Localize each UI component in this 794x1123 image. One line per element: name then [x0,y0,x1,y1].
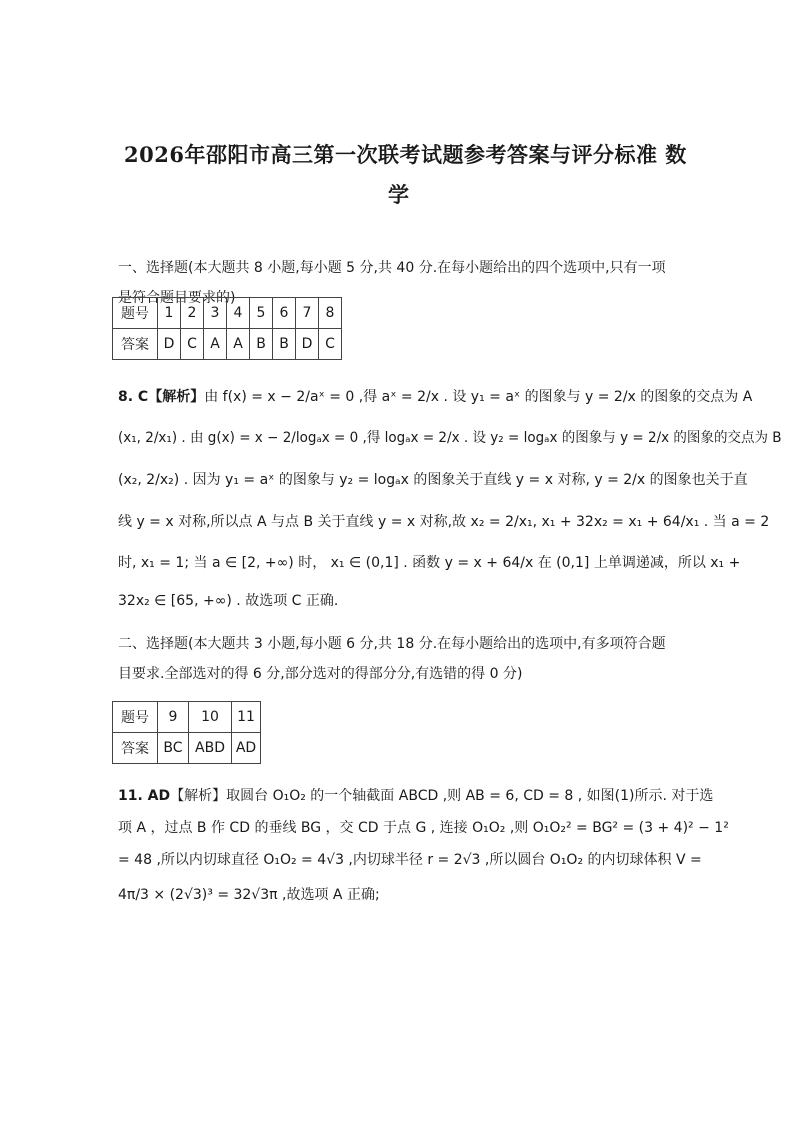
table-cell: D [158,329,181,360]
q11-line-3: = 48 ,所以内切球直径 O₁O₂ = 4√3 ,内切球半径 r = 2√3 ,所以圆台 O₁O₂ 的内切球体积 V = [118,852,702,868]
row-label: 答案 [113,733,158,764]
table-row-answers [113,733,261,764]
row-label: 题号 [113,298,158,329]
table-cell: D [296,329,319,360]
q11-line-2: 项 A ，过点 B 作 CD 的垂线 BG ，交 CD 于点 G , 连接 O₁O₂ ,则 O₁O₂² = BG² = (3 + 4)² − 1² [118,820,729,836]
q8-line-2: (x₁, 2/x₁) . 由 g(x) = x − 2/logₐx = 0 ,得 logₐx = 2/x . 设 y₂ = logₐx 的图象与 y = 2/x 的图象的交点为 B [118,430,782,446]
table-cell: 9 [158,702,189,733]
section1-heading: 一、选择题(本大题共 8 小题,每小题 5 分,共 40 分.在每小题给出的四个选项中,只有一项 [118,260,666,276]
q8-line-6: 32x₂ ∈ [65, +∞) . 故选项 C 正确. [118,593,339,609]
table-cell: 1 [158,298,181,329]
answer-table-1 [112,297,342,360]
table-cell: ABD [189,733,232,764]
section1-heading-continued: 是符合题目要求的) [118,290,236,306]
page-title: 2026年邵阳市高三第一次联考试题参考答案与评分标准 数 [124,142,687,167]
table-cell: 7 [296,298,319,329]
table-cell: A [204,329,227,360]
q8-line-1 [118,387,752,407]
table-cell: 6 [273,298,296,329]
page-title-continued: 学 [388,182,410,207]
table-cell: 8 [319,298,342,329]
row-label: 答案 [113,329,158,360]
q8-label: 8. C【解析】 [118,389,205,405]
q8-line-5: 时, x₁ = 1; 当 a ∈ [2, +∞) 时， x₁ ∈ (0,1] . 函数 y = x + 64/x 在 (0,1] 上单调递减，所以 x₁ + [118,555,741,571]
q8-line-3: (x₂, 2/x₂) . 因为 y₁ = aˣ 的图象与 y₂ = logₐx 的图象关于直线 y = x 对称, y = 2/x 的图象也关于直 [118,472,748,488]
section2-heading-continued: 目要求.全部选对的得 6 分,部分选对的得部分分,有选错的得 0 分) [118,666,523,682]
table-cell: AD [232,733,261,764]
q8-text: 由 f(x) = x − 2/aˣ = 0 ,得 aˣ = 2/x . 设 y₁ = aˣ 的图象与 y = 2/x 的图象的交点为 A [204,389,753,405]
table-row-questions [113,298,342,329]
table-cell: 10 [189,702,232,733]
section2-heading: 二、选择题(本大题共 3 小题,每小题 6 分,共 18 分.在每小题给出的选项中,有多项符合题 [118,636,666,652]
table-cell: A [227,329,250,360]
table-cell: BC [158,733,189,764]
row-label: 题号 [113,702,158,733]
table-cell: 2 [181,298,204,329]
table-cell: B [273,329,296,360]
table-row-questions [113,702,261,733]
table-cell: C [181,329,204,360]
q11-line-4: 4π/3 × (2√3)³ = 32√3π ,故选项 A 正确; [118,887,380,903]
q11-line-1 [118,786,713,806]
table-cell: 5 [250,298,273,329]
q11-label: 11. AD [118,788,171,804]
table-cell: C [319,329,342,360]
table-cell: 11 [232,702,261,733]
table-row-answers [113,329,342,360]
q8-line-4: 线 y = x 对称,所以点 A 与点 B 关于直线 y = x 对称,故 x₂ = 2/x₁, x₁ + 32x₂ = x₁ + 64/x₁ . 当 a = 2 [118,514,770,530]
table-cell: 4 [227,298,250,329]
table-cell: B [250,329,273,360]
table-cell: 3 [204,298,227,329]
answer-table-2 [112,701,261,764]
q11-text: 取圆台 O₁O₂ 的一个轴截面 ABCD ,则 AB = 6, CD = 8 , 如图(1)所示. 对于选 [226,788,714,804]
q11-tag: 【解析】 [170,788,227,804]
